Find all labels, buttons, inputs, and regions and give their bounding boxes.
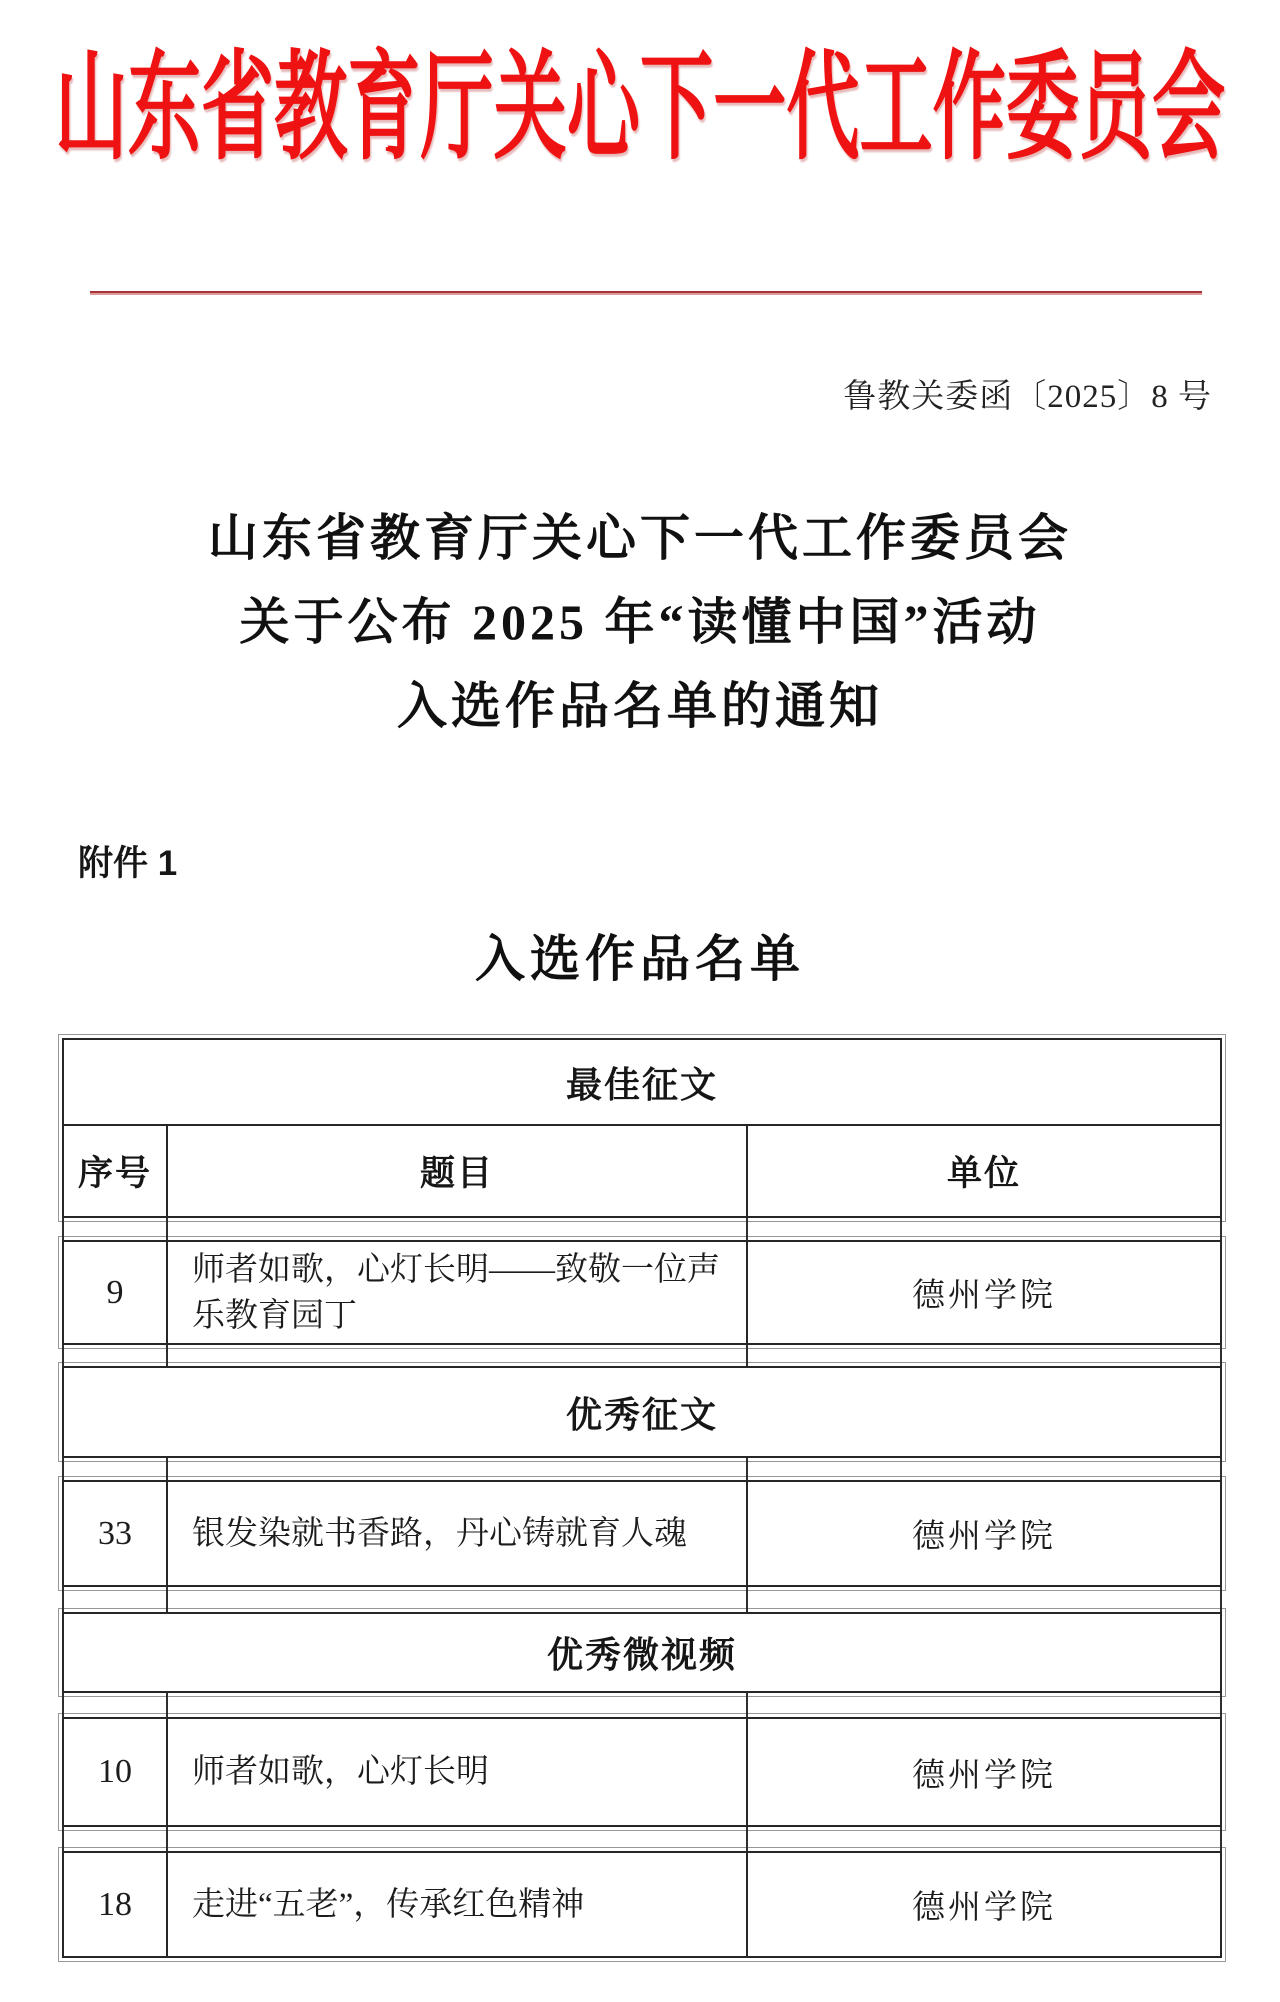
row-title: 师者如歌，心灯长明——致敬一位声乐教育园丁 <box>168 1242 748 1343</box>
column-header-title: 题目 <box>168 1126 748 1216</box>
border-stub <box>166 1587 168 1612</box>
row-unit: 德州学院 <box>912 1890 1056 1926</box>
table-section-excellent-essay <box>62 1366 1222 1458</box>
table-gap <box>62 1827 1222 1851</box>
letterhead <box>0 42 1280 176</box>
row-unit: 德州学院 <box>912 1278 1056 1314</box>
section-header-best-essay <box>64 1040 1220 1126</box>
row-no: 33 <box>64 1482 168 1585</box>
table-header-row <box>64 1126 1220 1216</box>
border-stub <box>1220 1827 1222 1851</box>
border-stub <box>746 1458 748 1480</box>
column-header-no: 序号 <box>64 1126 168 1216</box>
selected-works-title: 入选作品名单 <box>475 931 805 987</box>
border-stub <box>1220 1345 1222 1366</box>
selected-works-table <box>62 1038 1222 1958</box>
table-gap <box>62 1587 1222 1612</box>
table-row-18 <box>62 1851 1222 1958</box>
section-header-label: 优秀征文 <box>565 1393 718 1435</box>
row-title: 走进“五老”，传承红色精神 <box>168 1853 748 1956</box>
border-stub <box>166 1827 168 1851</box>
border-stub <box>166 1218 168 1240</box>
border-stub <box>746 1587 748 1612</box>
document-title-line2: 关于公布 2025 年“读懂中国”活动 <box>239 594 1041 650</box>
border-stub <box>62 1693 64 1717</box>
row-no: 18 <box>64 1853 168 1956</box>
border-stub <box>62 1345 64 1366</box>
border-stub <box>1220 1587 1222 1612</box>
border-stub <box>746 1693 748 1717</box>
document-title <box>0 496 1280 748</box>
row-title: 师者如歌，心灯长明 <box>168 1719 748 1825</box>
border-stub <box>166 1345 168 1366</box>
border-stub <box>62 1218 64 1240</box>
column-header-unit: 单位 <box>946 1154 1021 1193</box>
section-header-label: 最佳征文 <box>565 1063 718 1105</box>
border-stub <box>166 1693 168 1717</box>
table-row-33 <box>62 1480 1222 1587</box>
table-row-10 <box>62 1717 1222 1827</box>
table-gap <box>62 1693 1222 1717</box>
document-title-line3: 入选作品名单的通知 <box>397 678 883 734</box>
row-unit: 德州学院 <box>912 1757 1056 1794</box>
document-title-line1: 山东省教育厅关心下一代工作委员会 <box>208 510 1072 566</box>
table-section-best-essay <box>62 1038 1222 1218</box>
border-stub <box>62 1458 64 1480</box>
table-gap <box>62 1458 1222 1480</box>
red-divider-line <box>90 291 1202 295</box>
border-stub <box>746 1218 748 1240</box>
attachment-label: 附件 1 <box>78 844 178 883</box>
row-title: 银发染就书香路，丹心铸就育人魂 <box>168 1482 748 1585</box>
document-number: 鲁教关委函〔2025〕8 号 <box>843 379 1212 415</box>
row-unit: 德州学院 <box>912 1519 1056 1555</box>
table-gap <box>62 1218 1222 1240</box>
table-gap <box>62 1345 1222 1366</box>
border-stub <box>166 1458 168 1480</box>
section-header-label: 优秀微视频 <box>546 1634 737 1675</box>
table-row-9 <box>62 1240 1222 1345</box>
border-stub <box>1220 1218 1222 1240</box>
row-no: 9 <box>64 1242 168 1343</box>
border-stub <box>62 1827 64 1851</box>
border-stub <box>1220 1693 1222 1717</box>
letterhead-org-name: 山东省教育厅关心下一代工作委员会 <box>54 43 1226 174</box>
border-stub <box>746 1345 748 1366</box>
border-stub <box>1220 1458 1222 1480</box>
border-stub <box>746 1827 748 1851</box>
row-no: 10 <box>64 1719 168 1825</box>
table-section-excellent-video <box>62 1612 1222 1693</box>
border-stub <box>62 1587 64 1612</box>
